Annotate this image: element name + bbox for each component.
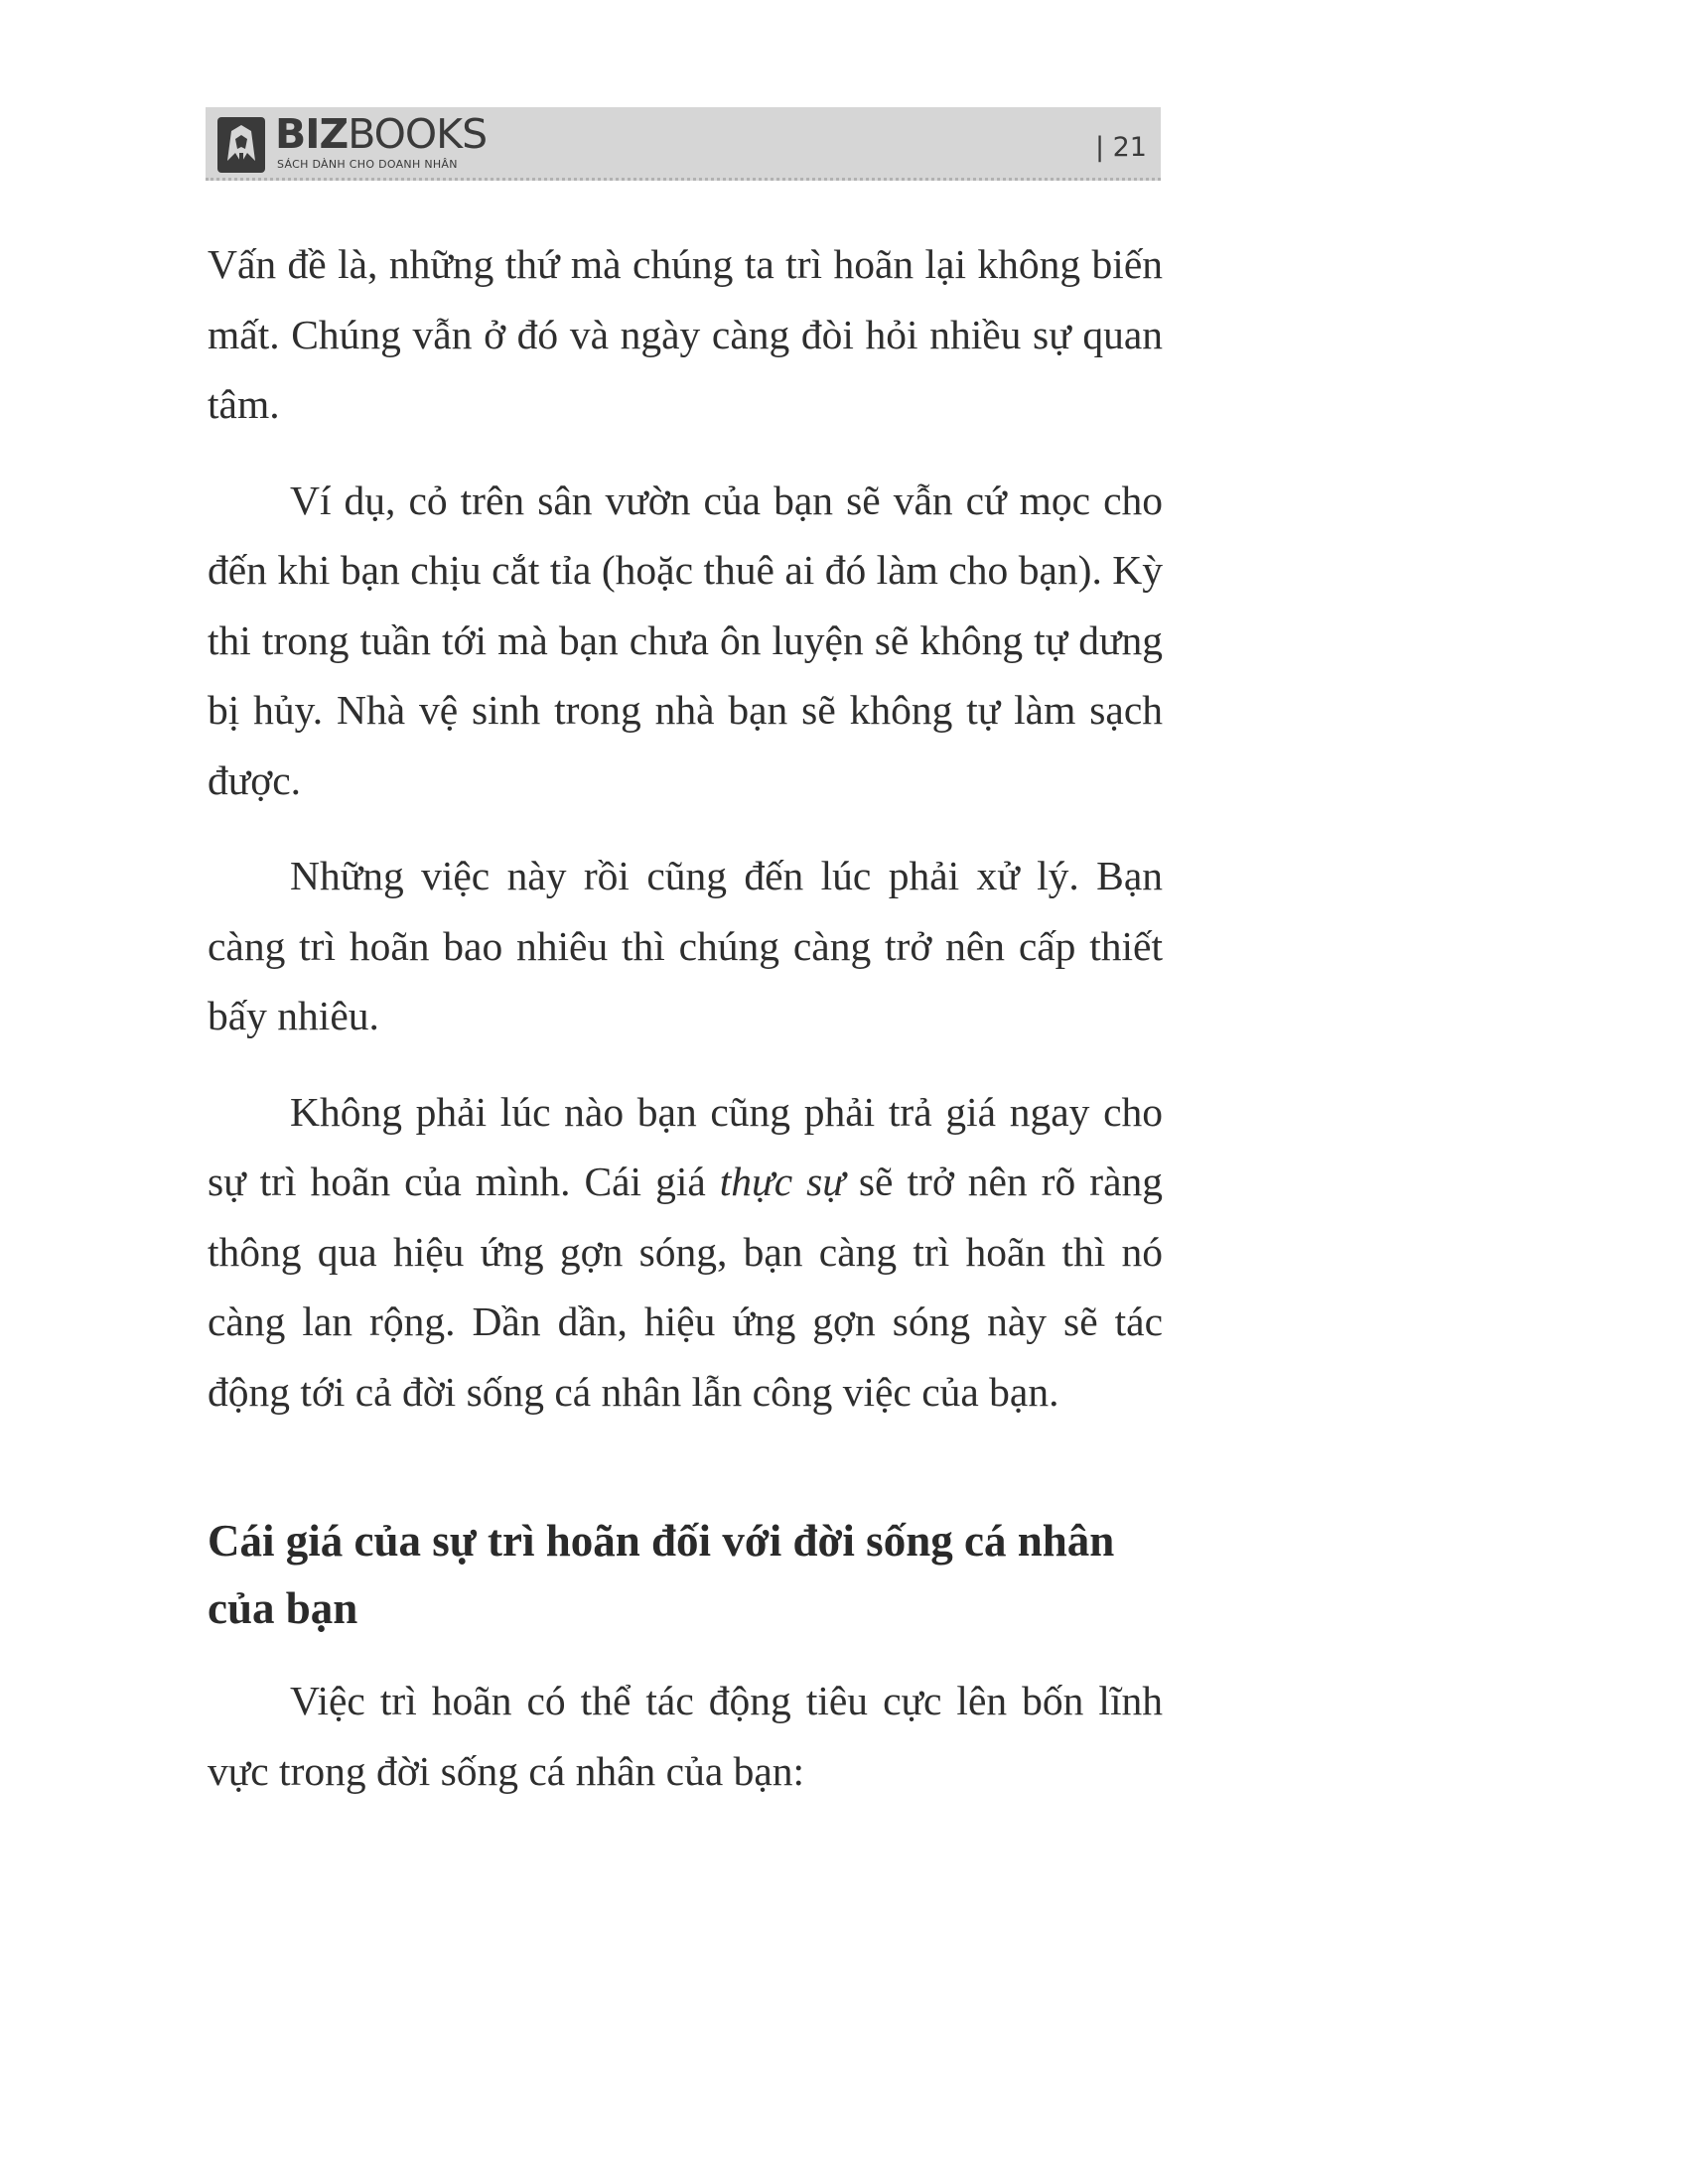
page-number: | 21 (1094, 132, 1147, 163)
paragraph-4 (208, 1077, 1163, 1428)
section-heading: Cái giá của sự trì hoãn đối với đời sống cá nhân của bạn (208, 1516, 1115, 1633)
running-header (206, 107, 1161, 181)
paragraph-1: Vấn đề là, những thứ mà chúng ta trì hoãn lại không biến mất. Chúng vẫn ở đó và ngày càng đòi hỏi nhiều sự quan tâm. (208, 241, 1163, 427)
publisher-tagline: SÁCH DÀNH CHO DOANH NHÂN (277, 158, 458, 171)
page-body (208, 229, 1163, 1806)
paragraph-2: Ví dụ, cỏ trên sân vườn của bạn sẽ vẫn cứ mọc cho đến khi bạn chịu cắt tỉa (hoặc thuê ai đó làm cho bạn). Kỳ thi trong tuần tới mà bạn chưa ôn luyện sẽ không tự dưng bị hủy. Nhà vệ sinh trong nhà bạn sẽ không tự làm sạch được. (208, 477, 1163, 803)
paragraph-4-emphasis: thực sự (719, 1159, 845, 1204)
paragraph-4-end: sẽ trở nên rõ ràng thông qua hiệu ứng gợn sóng, bạn càng trì hoãn thì nó càng lan rộng. Dần dần, hiệu ứng gợn sóng này sẽ tác động tới cả đời sống cá nhân lẫn công việc của bạn. (208, 1159, 1163, 1415)
brand-bold-text: BIZ (275, 110, 349, 158)
brand-light-text: BOOKS (348, 110, 488, 158)
paragraph-4-start: Không phải lúc nào bạn cũng phải trả giá ngay cho sự trì hoãn của mình. Cái giá (208, 1088, 1163, 1204)
publisher-brand (275, 111, 487, 157)
paragraph-5: Việc trì hoãn có thể tác động tiêu cực lên bốn lĩnh vực trong đời sống cá nhân của bạn: (208, 1678, 1163, 1794)
paragraph-3: Những việc này rồi cũng đến lúc phải xử lý. Bạn càng trì hoãn bao nhiêu thì chúng càng trở nên cấp thiết bấy nhiêu. (208, 853, 1163, 1038)
bizbooks-logo-icon (217, 117, 265, 173)
